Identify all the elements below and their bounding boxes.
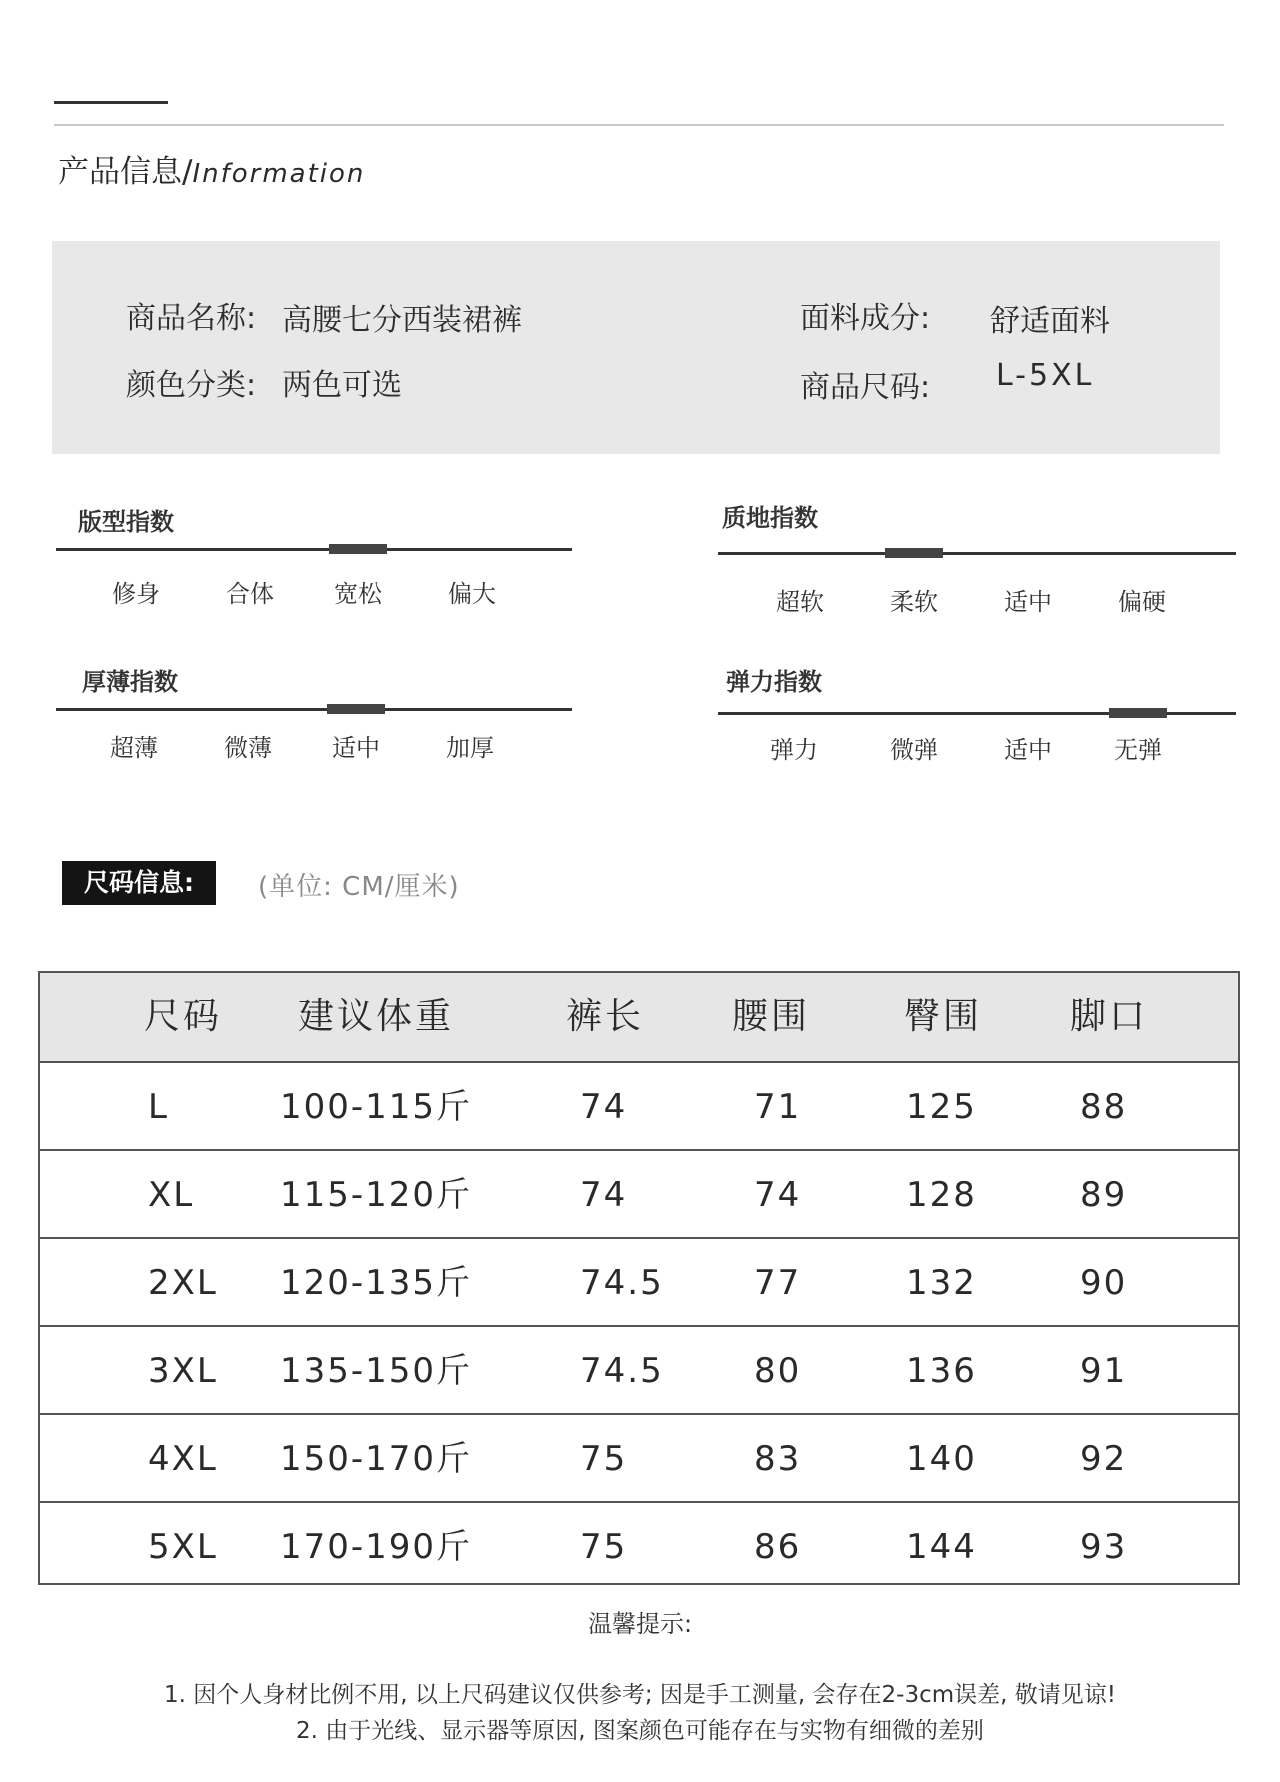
cell-weight: 120-135斤	[280, 1263, 473, 1303]
gauge-title: 厚薄指数	[82, 668, 178, 696]
col-header-size: 尺码	[144, 996, 223, 1037]
gauge-marker	[885, 548, 943, 558]
cell-hem: 92	[1080, 1439, 1128, 1479]
cell-hem: 90	[1080, 1263, 1128, 1303]
col-header-hem: 脚口	[1070, 996, 1149, 1037]
cell-length: 75	[580, 1439, 628, 1479]
cell-weight: 135-150斤	[280, 1351, 473, 1391]
col-header-weight: 建议体重	[298, 996, 455, 1037]
cell-waist: 71	[754, 1087, 802, 1127]
gauge-option: 微薄	[224, 734, 272, 762]
cell-waist: 83	[754, 1439, 802, 1479]
gauge-option: 适中	[1004, 588, 1052, 616]
tip-note-2: 2. 由于光线、显示器等原因, 图案颜色可能存在与实物有细微的差别	[296, 1718, 984, 1744]
header-divider	[54, 124, 1224, 126]
cell-hem: 89	[1080, 1175, 1128, 1215]
header-short-rule	[54, 101, 168, 104]
cell-waist: 77	[754, 1263, 802, 1303]
cell-weight: 115-120斤	[280, 1175, 473, 1215]
gauge-option: 适中	[332, 734, 380, 762]
cell-hem: 91	[1080, 1351, 1128, 1391]
gauge-option: 适中	[1004, 736, 1052, 764]
cell-weight: 170-190斤	[280, 1527, 473, 1567]
fabric-value: 舒适面料	[990, 304, 1110, 339]
col-header-hip: 臀围	[904, 996, 983, 1037]
table-row	[40, 1151, 1238, 1239]
gauge-option: 宽松	[334, 580, 382, 608]
cell-hip: 132	[906, 1263, 977, 1303]
cell-size: 3XL	[148, 1351, 218, 1391]
gauge-option: 微弹	[890, 736, 938, 764]
product-name-label: 商品名称:	[126, 301, 257, 336]
table-row	[40, 1415, 1238, 1503]
tip-note-1: 1. 因个人身材比例不用, 以上尺码建议仅供参考; 因是手工测量, 会存在2-3cm误差, 敬请见谅!	[163, 1682, 1117, 1708]
gauge-option: 超薄	[110, 734, 158, 762]
gauge-option: 加厚	[446, 734, 494, 762]
col-header-waist: 腰围	[732, 996, 811, 1037]
table-row	[40, 1063, 1238, 1151]
col-header-length: 裤长	[566, 996, 645, 1037]
size-range-value: L-5XL	[996, 358, 1095, 393]
cell-length: 74	[580, 1087, 628, 1127]
cell-weight: 150-170斤	[280, 1439, 473, 1479]
cell-length: 74.5	[580, 1351, 664, 1391]
size-table-header	[40, 973, 1238, 1063]
gauge-option: 合体	[226, 580, 274, 608]
cell-size: L	[148, 1087, 169, 1127]
gauge-title: 版型指数	[78, 508, 174, 536]
cell-size: 4XL	[148, 1439, 218, 1479]
gauge-track	[56, 548, 572, 551]
cell-size: 5XL	[148, 1527, 218, 1567]
gauge-track	[56, 708, 572, 711]
gauge-marker	[327, 704, 385, 714]
size-unit-note: (单位: CM/厘米)	[258, 872, 460, 902]
cell-waist: 74	[754, 1175, 802, 1215]
fabric-label: 面料成分:	[800, 301, 931, 336]
cell-hip: 140	[906, 1439, 977, 1479]
gauge-option: 柔软	[890, 588, 938, 616]
size-range-label: 商品尺码:	[800, 370, 931, 405]
gauge-option: 修身	[112, 580, 160, 608]
gauge-track	[718, 552, 1236, 555]
product-name-value: 高腰七分西装裙裤	[282, 303, 522, 338]
section-title-cn: 产品信息/	[58, 154, 193, 190]
cell-length: 74.5	[580, 1263, 664, 1303]
table-row	[40, 1503, 1238, 1591]
cell-hip: 128	[906, 1175, 977, 1215]
cell-size: XL	[148, 1175, 195, 1215]
cell-weight: 100-115斤	[280, 1087, 473, 1127]
size-info-tag: 尺码信息:	[62, 861, 216, 905]
gauge-title: 质地指数	[722, 504, 818, 532]
cell-hip: 136	[906, 1351, 977, 1391]
gauge-option: 偏大	[448, 580, 496, 608]
cell-length: 75	[580, 1527, 628, 1567]
size-table	[38, 971, 1240, 1585]
cell-hip: 125	[906, 1087, 977, 1127]
table-row	[40, 1239, 1238, 1327]
color-value: 两色可选	[282, 368, 402, 403]
cell-length: 74	[580, 1175, 628, 1215]
cell-waist: 80	[754, 1351, 802, 1391]
gauge-option: 超软	[776, 588, 824, 616]
cell-hem: 93	[1080, 1527, 1128, 1567]
tips-title: 温馨提示:	[587, 1610, 693, 1638]
table-row	[40, 1327, 1238, 1415]
cell-hem: 88	[1080, 1087, 1128, 1127]
color-label: 颜色分类:	[126, 368, 257, 403]
cell-waist: 86	[754, 1527, 802, 1567]
cell-size: 2XL	[148, 1263, 218, 1303]
section-title-en: Information	[192, 159, 366, 189]
gauge-option: 无弹	[1114, 736, 1162, 764]
gauge-option: 弹力	[770, 736, 818, 764]
product-info-panel	[52, 241, 1220, 454]
gauge-marker	[1109, 708, 1167, 718]
gauge-title: 弹力指数	[726, 668, 822, 696]
section-title	[58, 146, 365, 191]
gauge-option: 偏硬	[1118, 588, 1166, 616]
gauge-marker	[329, 544, 387, 554]
cell-hip: 144	[906, 1527, 977, 1567]
